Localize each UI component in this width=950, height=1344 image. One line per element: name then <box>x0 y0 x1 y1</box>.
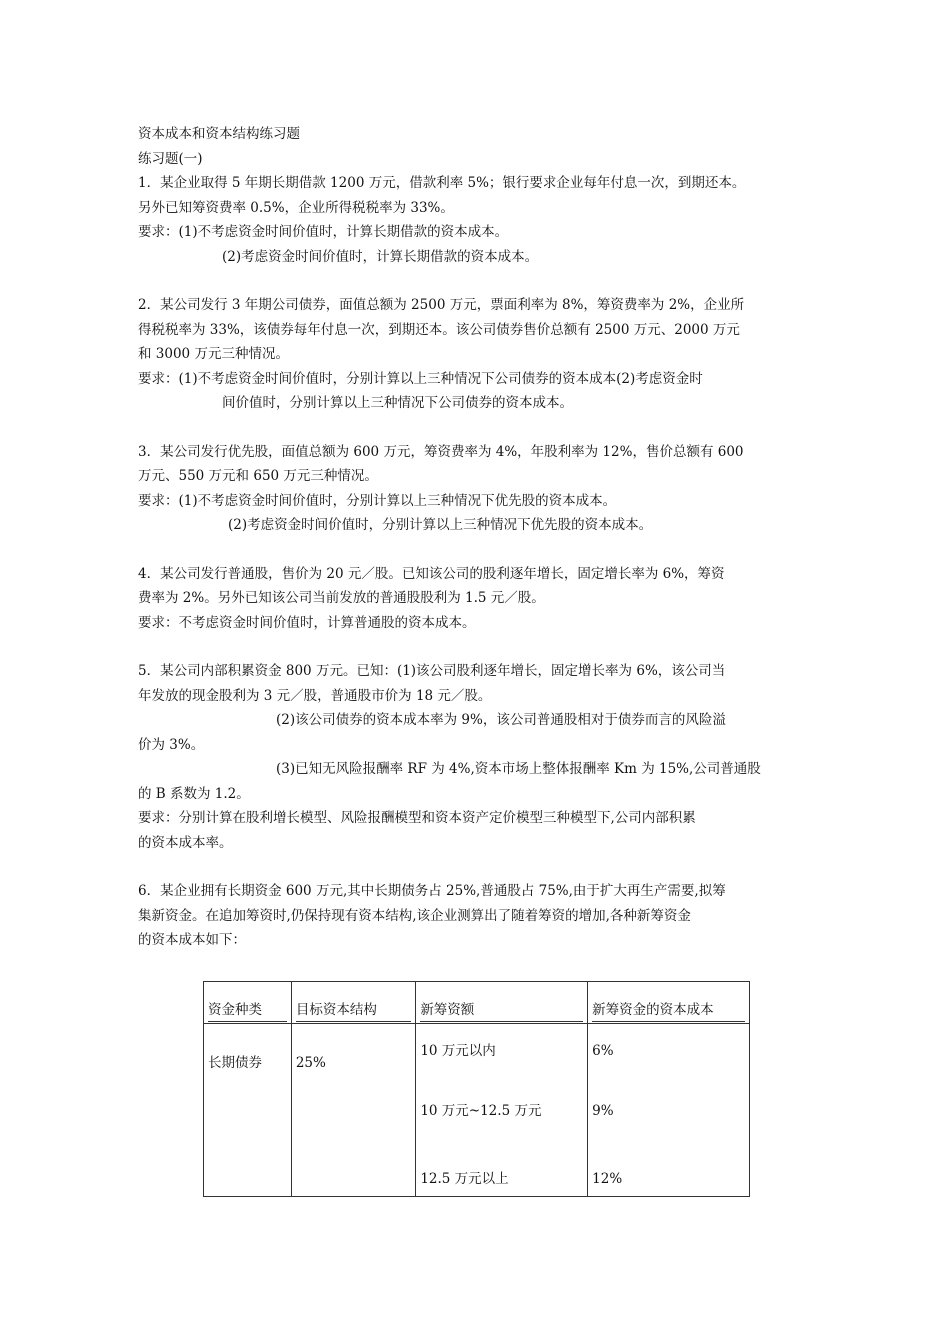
q4-line-3: 要求：不考虑资金时间价值时，计算普通股的资本成本。 <box>138 614 476 631</box>
exercise-heading: 练习题(一) <box>138 150 203 167</box>
capital-cost-table <box>203 981 750 1197</box>
fund-type-cell <box>204 1024 292 1197</box>
q5-line-1: 5．某公司内部积累资金 800 万元。已知：(1)该公司股利逐年增长，固定增长率为 6%，该公司当 <box>138 663 726 679</box>
q3-line-4: (2)考虑资金时间价值时，分别计算以上三种情况下优先股的资本成本。 <box>228 517 653 533</box>
q2-line-2: 得税税率为 33%，该债券每年付息一次，到期还本。该公司债券售价总额有 2500 万元、2000 万元 <box>138 321 740 338</box>
q2-line-5: 间价值时，分别计算以上三种情况下公司债券的资本成本。 <box>222 395 573 411</box>
amount-range-1: 10 万元以内 <box>420 1043 496 1059</box>
header-cell: 新筹资金的资本成本 <box>588 982 750 1024</box>
q1-line-2: 另外已知筹资费率 0.5%，企业所得税税率为 33%。 <box>138 199 454 216</box>
q5-line-4: 价为 3%。 <box>138 736 205 753</box>
q5-line-3: (2)该公司债券的资本成本率为 9%，该公司普通股相对于债券而言的风险溢 <box>276 712 726 728</box>
table-row <box>204 1024 750 1197</box>
q6-line-3: 的资本成本如下： <box>138 932 246 948</box>
q1-line-3: 要求：(1)不考虑资金时间价值时，计算长期借款的资本成本。 <box>138 224 509 240</box>
cost-cell <box>588 1024 750 1197</box>
document-body <box>138 122 828 953</box>
q2-line-1: 2．某公司发行 3 年期公司债券，面值总额为 2500 万元，票面利率为 8%，筹资费率为 2%，企业所 <box>138 297 745 313</box>
cost-rate-2: 9% <box>592 1103 614 1119</box>
q4-line-1: 4．某公司发行普通股，售价为 20 元／股。已知该公司的股利逐年增长，固定增长率为 6%，筹资 <box>138 565 725 582</box>
cost-rate-1: 6% <box>592 1043 614 1059</box>
q2-line-3: 和 3000 万元三种情况。 <box>138 346 289 362</box>
q3-line-1: 3．某公司发行优先股，面值总额为 600 万元，筹资费率为 4%，年股利率为 12%，售价总额有 600 <box>138 443 744 460</box>
q4-line-2: 费率为 2%。另外已知该公司当前发放的普通股股利为 1.5 元／股。 <box>138 590 545 606</box>
target-structure: 25% <box>295 1055 326 1071</box>
q6-line-1: 6．某企业拥有长期资金 600 万元,其中长期债务占 25%,普通股占 75%,由于扩大再生产需要,拟筹 <box>138 883 726 899</box>
structure-cell <box>291 1024 415 1197</box>
q6-line-2: 集新资金。在追加筹资时,仍保持现有资本结构,该企业测算出了随着筹资的增加,各种新筹资金 <box>138 907 691 924</box>
q5-line-7: 要求：分别计算在股利增长模型、风险报酬模型和资本资产定价模型三种模型下,公司内部积累 <box>138 810 696 826</box>
q1-line-1: 1．某企业取得 5 年期长期借款 1200 万元，借款利率 5%；银行要求企业每年付息一次，到期还本。 <box>138 175 746 191</box>
header-cell: 目标资本结构 <box>291 982 415 1024</box>
q3-line-2: 万元、550 万元和 650 万元三种情况。 <box>138 468 378 484</box>
q5-line-6: 的 B 系数为 1.2。 <box>138 785 250 802</box>
amount-cell <box>416 1024 588 1197</box>
header-cell: 资金种类 <box>204 982 292 1024</box>
fund-type: 长期债券 <box>208 1055 262 1071</box>
q5-line-5: (3)已知无风险报酬率 RF 为 4%,资本市场上整体报酬率 Km 为 15%,公司普通股 <box>276 761 761 777</box>
table-header-row <box>204 982 750 1024</box>
q3-line-3: 要求：(1)不考虑资金时间价值时，分别计算以上三种情况下优先股的资本成本。 <box>138 492 617 509</box>
q5-line-8: 的资本成本率。 <box>138 834 233 851</box>
header-cell: 新筹资额 <box>416 982 588 1024</box>
amount-range-3: 12.5 万元以上 <box>420 1171 509 1187</box>
amount-range-2: 10 万元~12.5 万元 <box>420 1103 542 1119</box>
cost-rate-3: 12% <box>592 1171 623 1187</box>
q2-line-4: 要求：(1)不考虑资金时间价值时，分别计算以上三种情况下公司债券的资本成本(2)考虑资金时 <box>138 370 703 387</box>
q1-line-4: (2)考虑资金时间价值时，计算长期借款的资本成本。 <box>222 248 539 265</box>
q5-line-2: 年发放的现金股利为 3 元／股，普通股市价为 18 元／股。 <box>138 687 492 704</box>
doc-title: 资本成本和资本结构练习题 <box>138 126 300 142</box>
